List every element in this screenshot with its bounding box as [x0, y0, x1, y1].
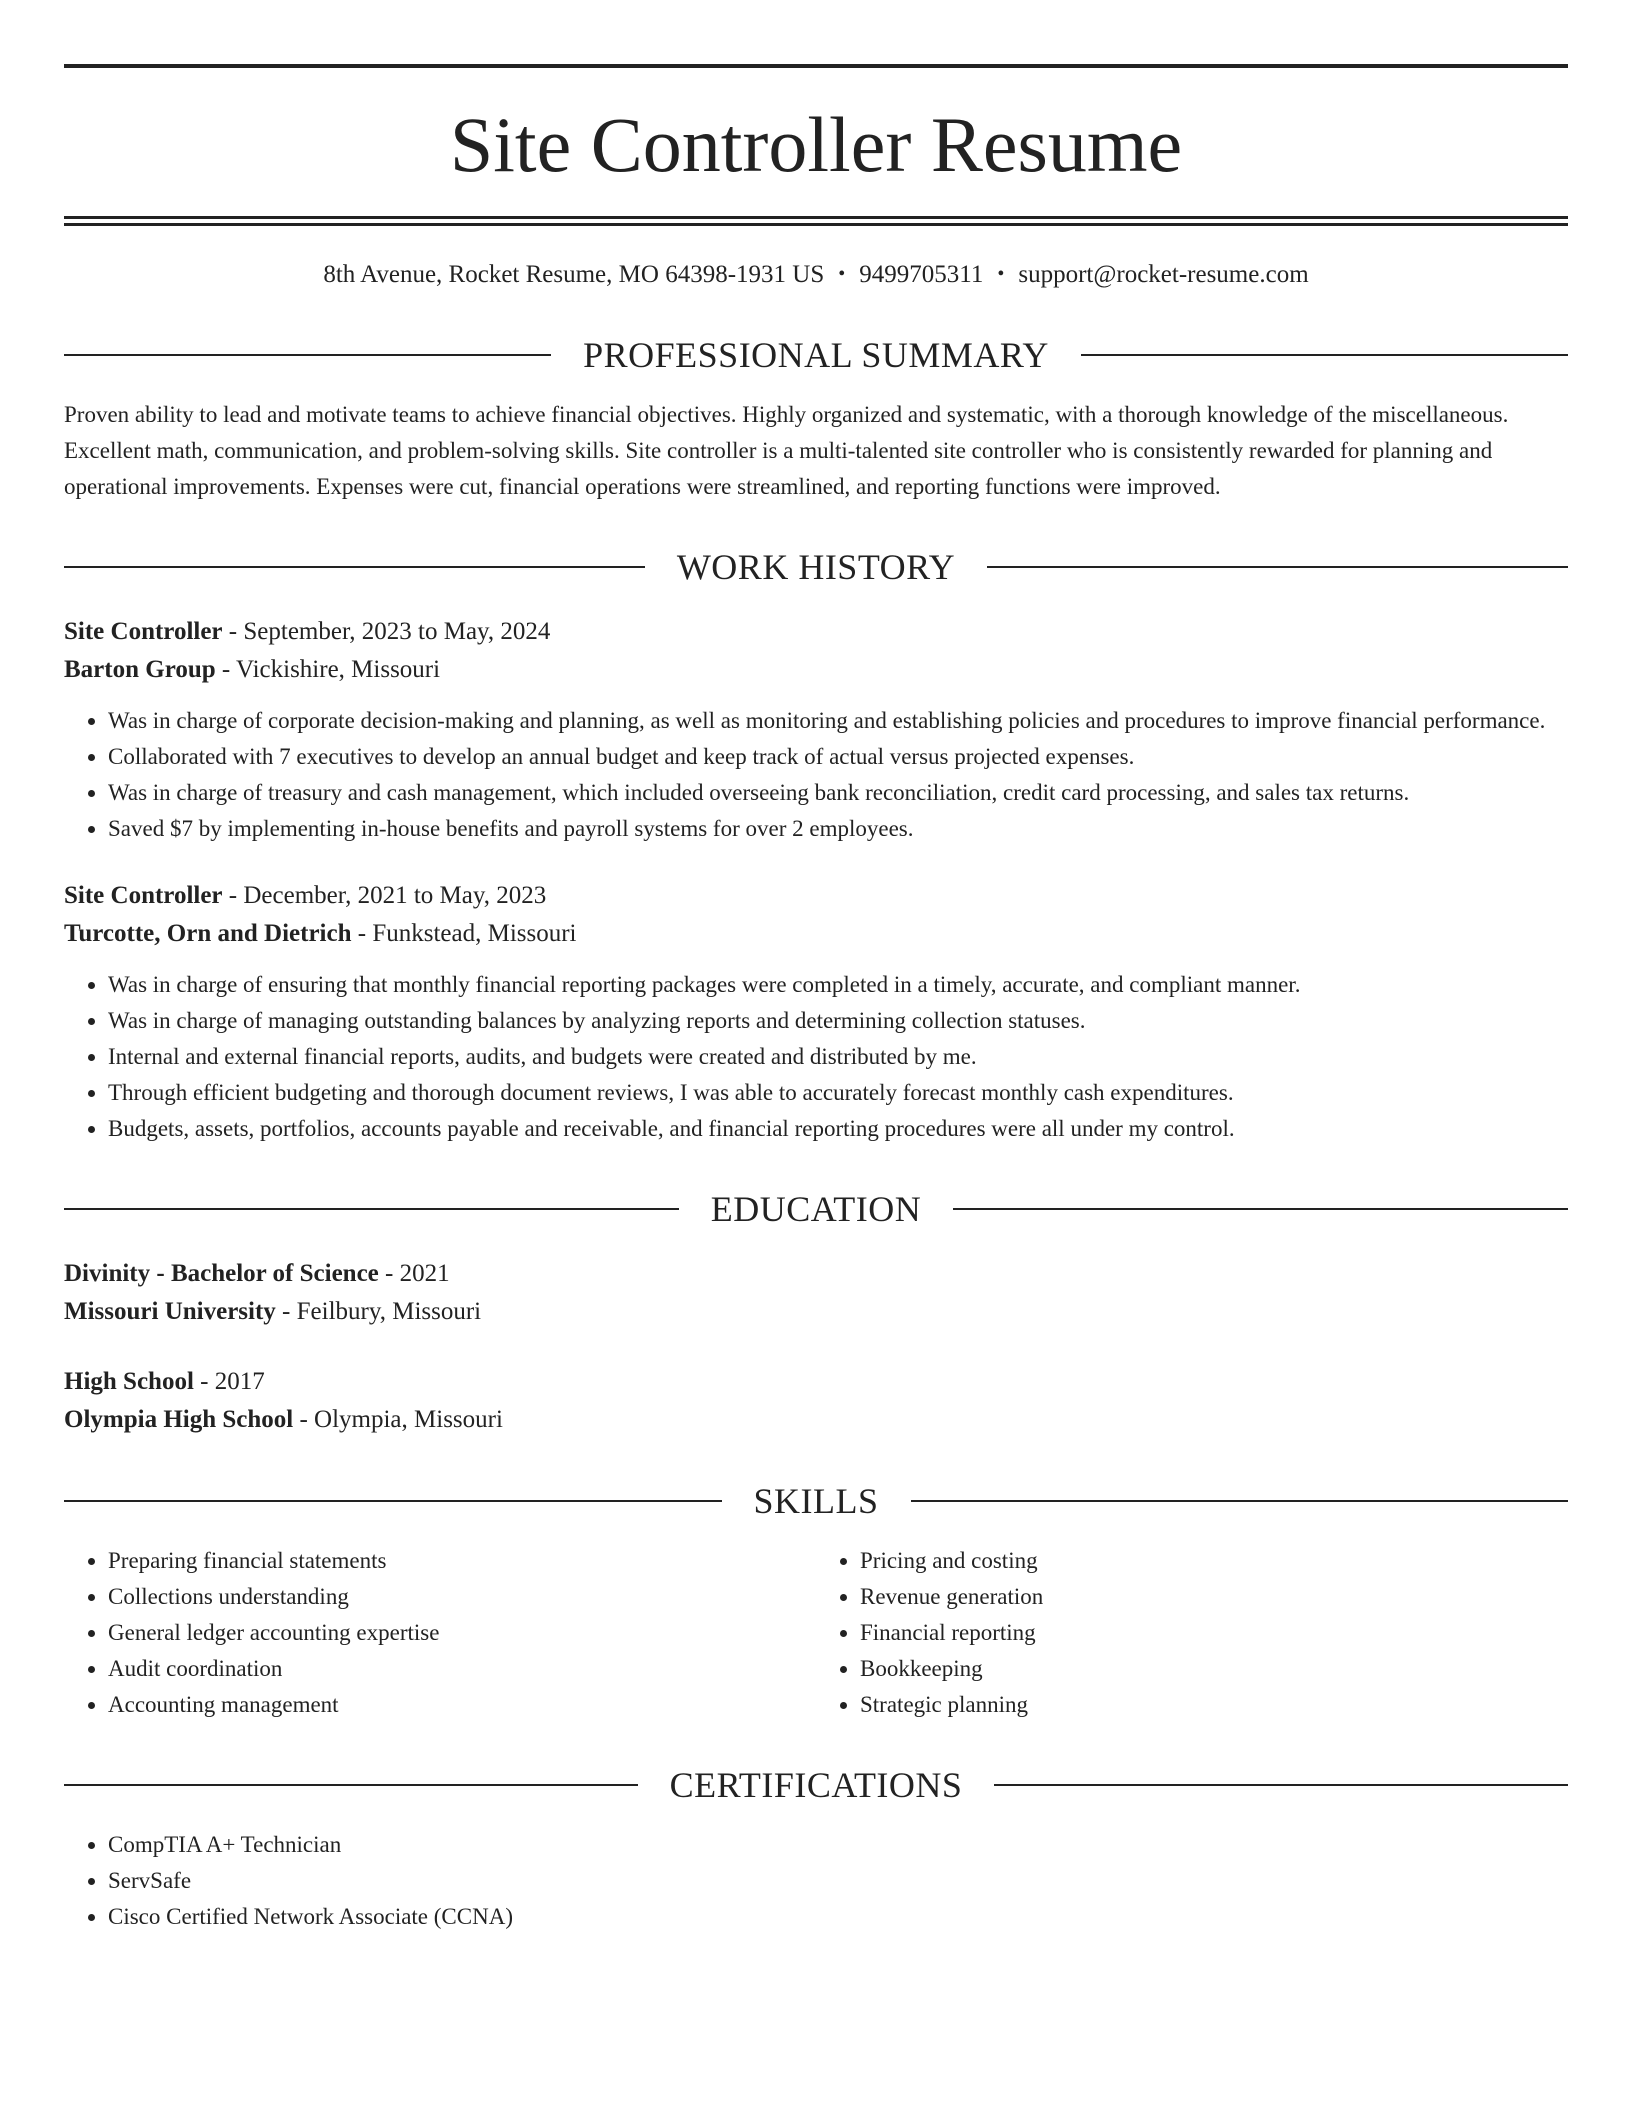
list-item: • Collaborated with 7 executives to develop an annual budget and keep track of actual versus projected expenses.: [108, 739, 1568, 775]
contact-line: [64, 258, 1568, 293]
skills-list-right: [816, 1543, 1568, 1723]
page-title: Site Controller Resume: [449, 101, 1183, 188]
contact-address: 8th Avenue, Rocket Resume, MO 64398-1931 US: [323, 261, 825, 288]
education-school: Missouri University: [64, 1298, 276, 1325]
list-item: • Internal and external financial reports, audits, and budgets were created and distributed by me.: [108, 1039, 1568, 1075]
heading-rule-left: [64, 354, 551, 356]
contact-email: support@rocket-resume.com: [1018, 261, 1309, 288]
contact-separator: •: [997, 263, 1005, 285]
education-school-line: [64, 1401, 1568, 1439]
job-company-line: [64, 915, 1568, 953]
list-item: • Audit coordination: [108, 1651, 816, 1687]
heading-rule-left: [64, 1208, 679, 1210]
list-item: • Was in charge of treasury and cash management, which included overseeing bank reconciliation, credit card processing, and sales tax returns.: [108, 775, 1568, 811]
list-item: • Cisco Certified Network Associate (CCNA): [108, 1899, 1568, 1935]
top-rule: [64, 64, 1568, 68]
list-item: • Saved $7 by implementing in-house benefits and payroll systems for over 2 employees.: [108, 811, 1568, 847]
education-entry: [64, 1255, 1568, 1331]
job-entry: [64, 613, 1568, 847]
summary-text: Proven ability to lead and motivate teams to achieve financial objectives. Highly organized and systematic, with a thorough knowledge of the miscellaneous. Excellent math, communication, and problem-solving skills. Site controller is a multi-talented site controller who is consistently rewarded for planning and operational improvements. Expenses were cut, financial operations were streamlined, and reporting functions were improved.: [64, 402, 1509, 499]
job-bullets: [64, 967, 1568, 1147]
job-title: Site Controller: [64, 882, 223, 909]
education-location: - Feilbury, Missouri: [275, 1298, 482, 1325]
education-degree-line: [64, 1363, 1568, 1401]
certifications-list: [64, 1827, 1568, 1935]
education-year: - 2021: [378, 1260, 450, 1287]
heading-rule-left: [64, 1500, 722, 1502]
contact-separator: •: [838, 263, 846, 285]
heading-rule-right: [987, 566, 1568, 568]
education-location: - Olympia, Missouri: [293, 1406, 503, 1433]
list-item: • General ledger accounting expertise: [108, 1615, 816, 1651]
education-year: - 2017: [193, 1368, 265, 1395]
section-title: WORK HISTORY: [676, 547, 956, 587]
job-dates: - December, 2021 to May, 2023: [222, 882, 547, 909]
section-title: CERTIFICATIONS: [669, 1765, 963, 1805]
heading-rule-left: [64, 566, 645, 568]
list-item: • Pricing and costing: [860, 1543, 1568, 1579]
job-bullets: [64, 703, 1568, 847]
job-company: Barton Group: [64, 656, 216, 683]
education-degree-line: [64, 1255, 1568, 1293]
job-location: - Vickishire, Missouri: [215, 656, 441, 683]
list-item: • Revenue generation: [860, 1579, 1568, 1615]
job-location: - Funkstead, Missouri: [351, 920, 577, 947]
heading-rule-right: [1081, 354, 1568, 356]
education-school: Olympia High School: [64, 1406, 294, 1433]
list-item: • Was in charge of managing outstanding balances by analyzing reports and determining collection statuses.: [108, 1003, 1568, 1039]
certifications-block: [64, 1827, 1568, 1935]
list-item: • Budgets, assets, portfolios, accounts payable and receivable, and financial reporting procedures were all under my control.: [108, 1111, 1568, 1147]
list-item: • Collections understanding: [108, 1579, 816, 1615]
list-item: • Through efficient budgeting and thorough document reviews, I was able to accurately forecast monthly cash expenditures.: [108, 1075, 1568, 1111]
section-title: SKILLS: [753, 1481, 879, 1521]
section-title: PROFESSIONAL SUMMARY: [583, 335, 1049, 375]
section-heading-skills: [64, 1479, 1568, 1523]
heading-rule-right: [911, 1500, 1569, 1502]
list-item: • Accounting management: [108, 1687, 816, 1723]
section-title: EDUCATION: [710, 1189, 922, 1229]
list-item: • Strategic planning: [860, 1687, 1568, 1723]
education-school-line: [64, 1293, 1568, 1331]
skills-columns: [64, 1543, 1568, 1723]
contact-phone: 9499705311: [859, 261, 984, 288]
section-heading-education: [64, 1187, 1568, 1231]
skills-list-left: [64, 1543, 816, 1723]
job-company-line: [64, 651, 1568, 689]
section-heading-certifications: [64, 1763, 1568, 1807]
job-company: Turcotte, Orn and Dietrich: [64, 920, 352, 947]
list-item: • Was in charge of corporate decision-making and planning, as well as monitoring and establishing policies and procedures to improve financial performance.: [108, 703, 1568, 739]
resume-page: [64, 0, 1568, 1935]
list-item: • Bookkeeping: [860, 1651, 1568, 1687]
job-entry: [64, 877, 1568, 1147]
list-item: • CompTIA A+ Technician: [108, 1827, 1568, 1863]
heading-rule-left: [64, 1784, 638, 1786]
title-double-rule: [64, 216, 1568, 226]
job-title-line: [64, 613, 1568, 651]
list-item: • Financial reporting: [860, 1615, 1568, 1651]
job-title: Site Controller: [64, 618, 223, 645]
heading-rule-right: [994, 1784, 1568, 1786]
education-entry: [64, 1363, 1568, 1439]
list-item: • Preparing financial statements: [108, 1543, 816, 1579]
list-item: • ServSafe: [108, 1863, 1568, 1899]
heading-rule-right: [953, 1208, 1568, 1210]
education-degree: High School: [64, 1368, 194, 1395]
section-heading-summary: [64, 333, 1568, 377]
list-item: • Was in charge of ensuring that monthly financial reporting packages were completed in a timely, accurate, and compliant manner.: [108, 967, 1568, 1003]
job-dates: - September, 2023 to May, 2024: [222, 618, 551, 645]
section-heading-work: [64, 545, 1568, 589]
education-degree: Divinity - Bachelor of Science: [64, 1260, 379, 1287]
job-title-line: [64, 877, 1568, 915]
